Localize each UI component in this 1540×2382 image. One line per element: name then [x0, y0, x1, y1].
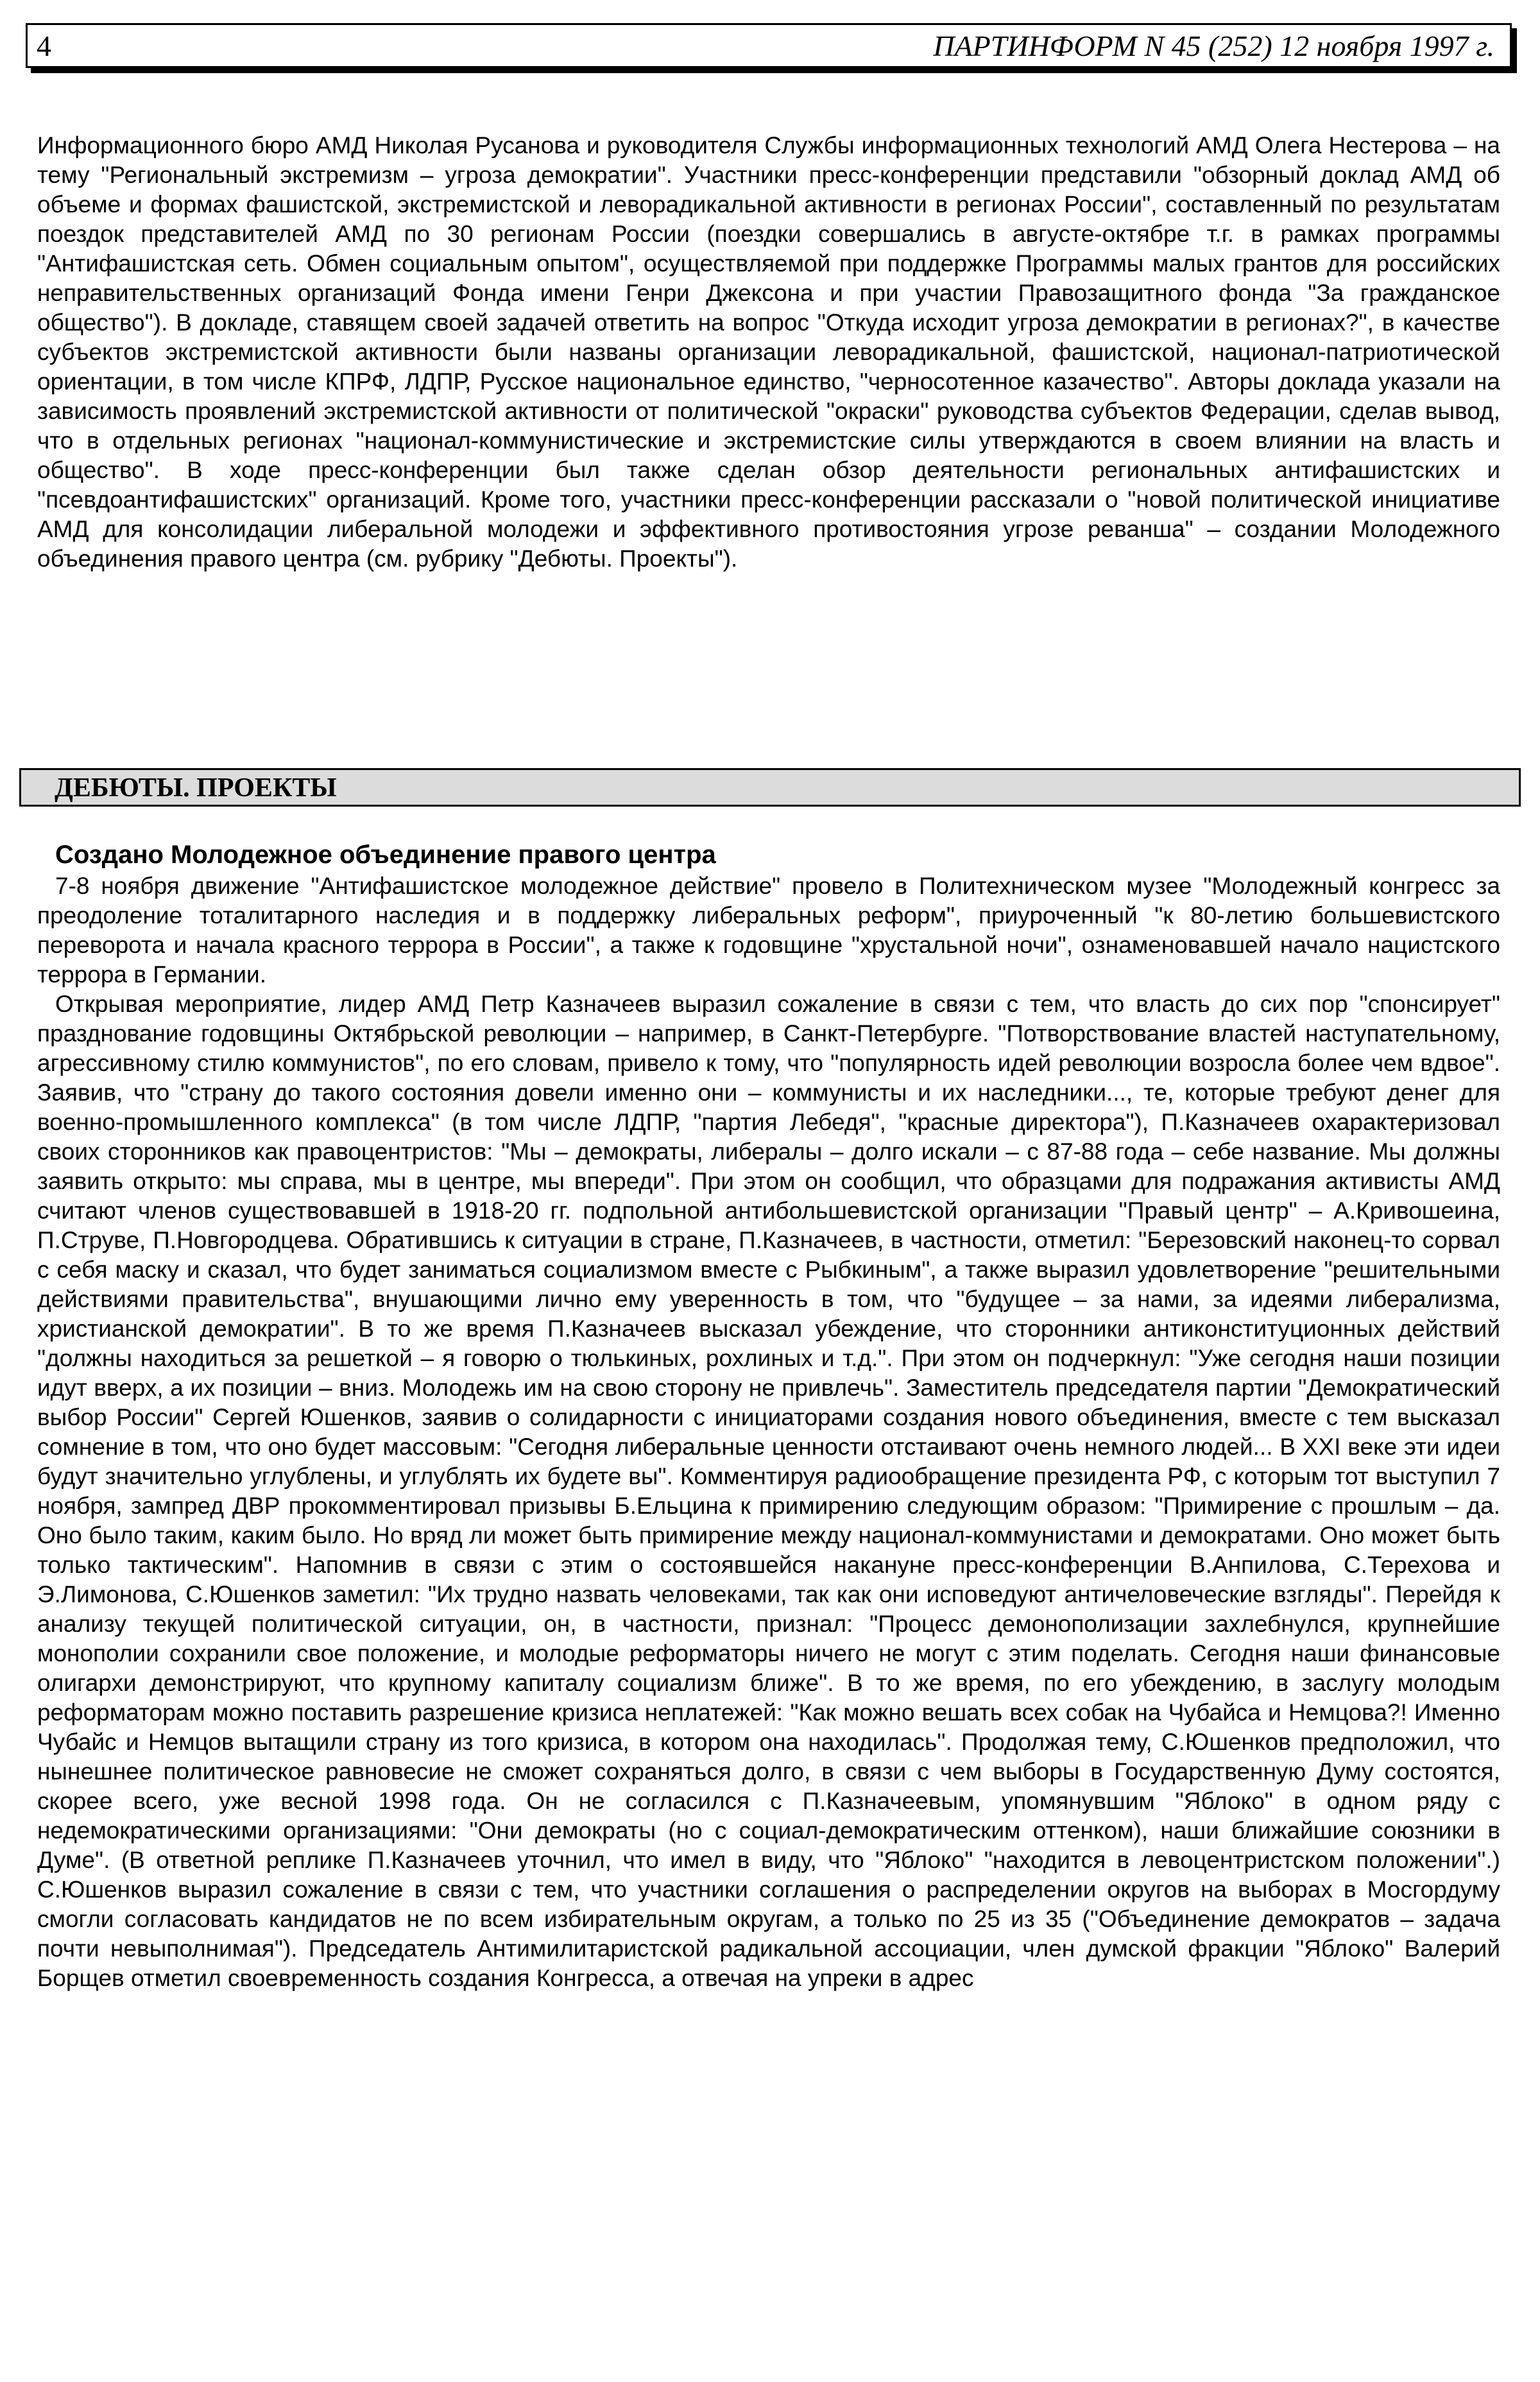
page-number: 4 — [37, 30, 51, 62]
intro-paragraph: Информационного бюро АМД Николая Русанова и руководителя Службы информационных технологий АМД Олега Нестерова – на тему "Региональный экстремизм – угроза демократии". Участники пресс-конференции представили "обзорный доклад АМД об объеме и формах фашистской, экстремистской и леворадикальной активности в регионах России", составленный по результатам поездок представителей АМД по 30 регионам России (поездки совершались в августе-октябре т.г. в рамках программы "Антифашистская сеть. Обмен социальным опытом", осуществляемой при поддержке Программы малых грантов для российских неправительственных организаций Фонда имени Генри Джексона и при участии Правозащитного фонда "За гражданское общество"). В докладе, ставящем своей задачей ответить на вопрос "Откуда исходит угроза демократии в регионах?", в качестве субъектов экстремистской активности были названы организации леворадикальной, фашистской, национал-патриотической ориентации, в том числе КПРФ, ЛДПР, Русское национальное единство, "черносотенное казачество". Авторы доклада указали на зависимость проявлений экстремистской активности от политической "окраски" руководства субъектов Федерации, сделав вывод, что в отдельных регионах "национал-коммунистические и экстремистские силы утверждаются в своем влиянии на власть и общество". В ходе пресс-конференции был также сделан обзор деятельности региональных антифашистских и "псевдоантифашистских" организаций. Кроме того, участники пресс-конференции рассказали о "новой политической инициативе АМД для консолидации либеральной молодежи и эффективного противостояния угрозе реванша" – создании Молодежного объединения правого центра (см. рубрику "Дебюты. Проекты"). — [37, 132, 1500, 572]
page-header — [26, 23, 1512, 68]
running-title: ПАРТИНФОРМ N 45 (252) 12 ноября 1997 г. — [933, 30, 1494, 62]
article-paragraph: 7-8 ноября движение "Антифашистское молодежное действие" провело в Политехническом музее "Молодежный конгресс за преодоление тоталитарного наследия и в поддержку либеральных реформ", приуроченный "к 80-летию большевистского переворота и начала красного террора в России", а также к годовщине "хрустальной ночи", ознаменовавшей начало нацистского террора в Германии. — [37, 873, 1500, 988]
article-heading: Создано Молодежное объединение правого центра — [55, 841, 716, 869]
article-body — [37, 871, 1500, 1993]
section-title: ДЕБЮТЫ. ПРОЕКТЫ — [55, 773, 337, 803]
section-header-bar — [19, 768, 1521, 807]
article-paragraph: Открывая мероприятие, лидер АМД Петр Казначеев выразил сожаление в связи с тем, что власть до сих пор "спонсирует" празднование годовщины Октябрьской революции – например, в Санкт-Петербурге. "Потворствование властей наступательному, агрессивному стилю коммунистов", по его словам, привело к тому, что "популярность идей революции возросла более чем вдвое". Заявив, что "страну до такого состояния довели именно они – коммунисты и их наследники..., те, которые требуют денег для военно-промышленного комплекса" (в том числе ЛДПР, "партия Лебедя", "красные директора"), П.Казначеев охарактеризовал своих сторонников как правоцентристов: "Мы – демократы, либералы – долго искали – с 87-88 года – себе название. Мы должны заявить открыто: мы справа, мы в центре, мы впереди". При этом он сообщил, что образцами для подражания активисты АМД считают членов существовавшей в 1918-20 гг. подпольной антибольшевистской организации "Правый центр" – А.Кривошеина, П.Струве, П.Новгородцева. Обратившись к ситуации в стране, П.Казначеев, в частности, отметил: "Березовский наконец-то сорвал с себя маску и сказал, что будет заниматься социализмом вместе с Рыбкиным", а также выразил удовлетворение "решительными действиями правительства", внушающими лично ему уверенность в том, что "будущее – за нами, за идеями либерализма, христианской демократии". В то же время П.Казначеев высказал убеждение, что сторонники антиконституционных действий "должны находиться за решеткой – я говорю о тюлькиных, рохлиных и т.д.". При этом он подчеркнул: "Уже сегодня наши позиции идут вверх, а их позиции – вниз. Молодежь им на свою сторону не привлечь". Заместитель председателя партии "Демократический выбор России" Сергей Юшенков, заявив о солидарности с инициаторами создания нового объединения, вместе с тем высказал сомнение в том, что оно будет массовым: "Сегодня либеральные ценности отстаивают очень немного людей... В XXI веке эти идеи будут значительно углублены, и углублять их будете вы". Комментируя радиообращение президента РФ, с которым тот выступил 7 ноября, зампред ДВР прокомментировал призывы Б.Ельцина к примирению следующим образом: "Примирение с прошлым – да. Оно было таким, каким было. Но вряд ли может быть примирение между национал-коммунистами и демократами. Оно может быть только тактическим". Напомнив в связи с этим о состоявшейся накануне пресс-конференции В.Анпилова, С.Терехова и Э.Лимонова, С.Юшенков заметил: "Их трудно назвать человеками, так как они исповедуют античеловеческие взгляды". Перейдя к анализу текущей политической ситуации, он, в частности, признал: "Процесс демонополизации захлебнулся, крупнейшие монополии сохранили свое положение, и молодые реформаторы ничего не могут с этим поделать. Сегодня наши финансовые олигархи демонстрируют, что крупному капиталу социализм ближе". В то же время, по его убеждению, в заслугу молодым реформаторам можно поставить разрешение кризиса неплатежей: "Как можно вешать всех собак на Чубайса и Немцова?! Именно Чубайс и Немцов вытащили страну из того кризиса, в котором она находилась". Продолжая тему, С.Юшенков предположил, что нынешнее политическое равновесие не сможет сохраняться долго, в связи с чем выборы в Государственную Думу состоятся, скорее всего, уже весной 1998 года. Он не согласился с П.Казначеевым, упомянувшим "Яблоко" в одном ряду с недемократическими организациями: "Они демократы (но с социал-демократическим оттенком), наши ближайшие союзники в Думе". (В ответной реплике П.Казначеев уточнил, что имел в виду, что "Яблоко" "находится в левоцентристском положении".) С.Юшенков выразил сожаление в связи с тем, что участники соглашения о распределении округов на выборах в Мосгордуму смогли согласовать кандидатов не по всем избирательным округам, а только по 25 из 35 ("Объединение демократов – задача почти невыполнимая"). Председатель Антимилитаристской радикальной ассоциации, член думской фракции "Яблоко" Валерий Борщев отметил своевременность создания Конгресса, а отвечая на упреки в адрес — [37, 991, 1500, 1991]
intro-text-block — [37, 131, 1500, 574]
